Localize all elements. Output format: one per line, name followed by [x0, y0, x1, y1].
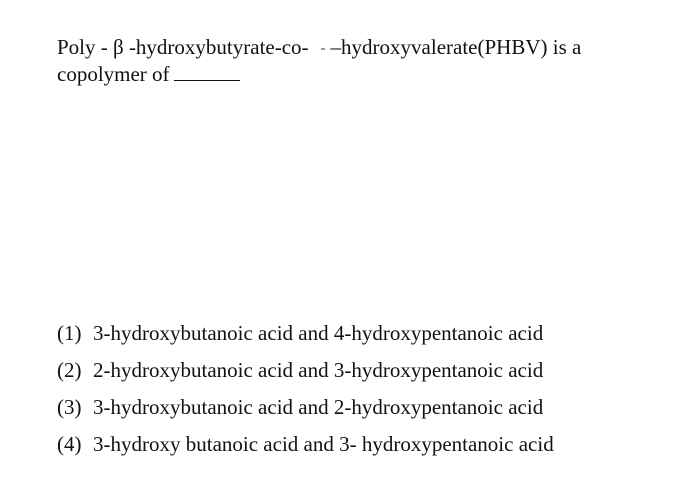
question-line-1 — [57, 34, 657, 61]
option-3 — [57, 389, 677, 426]
question-line-2-text: copolymer of — [57, 62, 170, 86]
option-number: (2) — [57, 358, 82, 382]
option-2 — [57, 352, 677, 389]
options-list — [57, 315, 677, 463]
option-number: (3) — [57, 395, 82, 419]
option-4 — [57, 426, 677, 463]
option-text: 3-hydroxy butanoic acid and 3- hydroxypentanoic acid — [93, 432, 554, 456]
question-line-2 — [57, 61, 657, 88]
question-part-2: –hydroxyvalerate(PHBV) is a — [330, 35, 582, 59]
option-number: (4) — [57, 432, 82, 456]
option-text: 3-hydroxybutanoic acid and 2-hydroxypentanoic acid — [93, 395, 544, 419]
option-number: (1) — [57, 321, 82, 345]
question-text — [57, 34, 657, 88]
option-text: 3-hydroxybutanoic acid and 4-hydroxypentanoic acid — [93, 321, 544, 345]
option-text: 2-hydroxybutanoic acid and 3-hydroxypentanoic acid — [93, 358, 544, 382]
answer-blank — [174, 63, 240, 81]
option-1 — [57, 315, 677, 352]
missing-symbol-mark — [321, 48, 325, 50]
question-part-1: Poly - β -hydroxybutyrate-co- — [57, 35, 309, 59]
